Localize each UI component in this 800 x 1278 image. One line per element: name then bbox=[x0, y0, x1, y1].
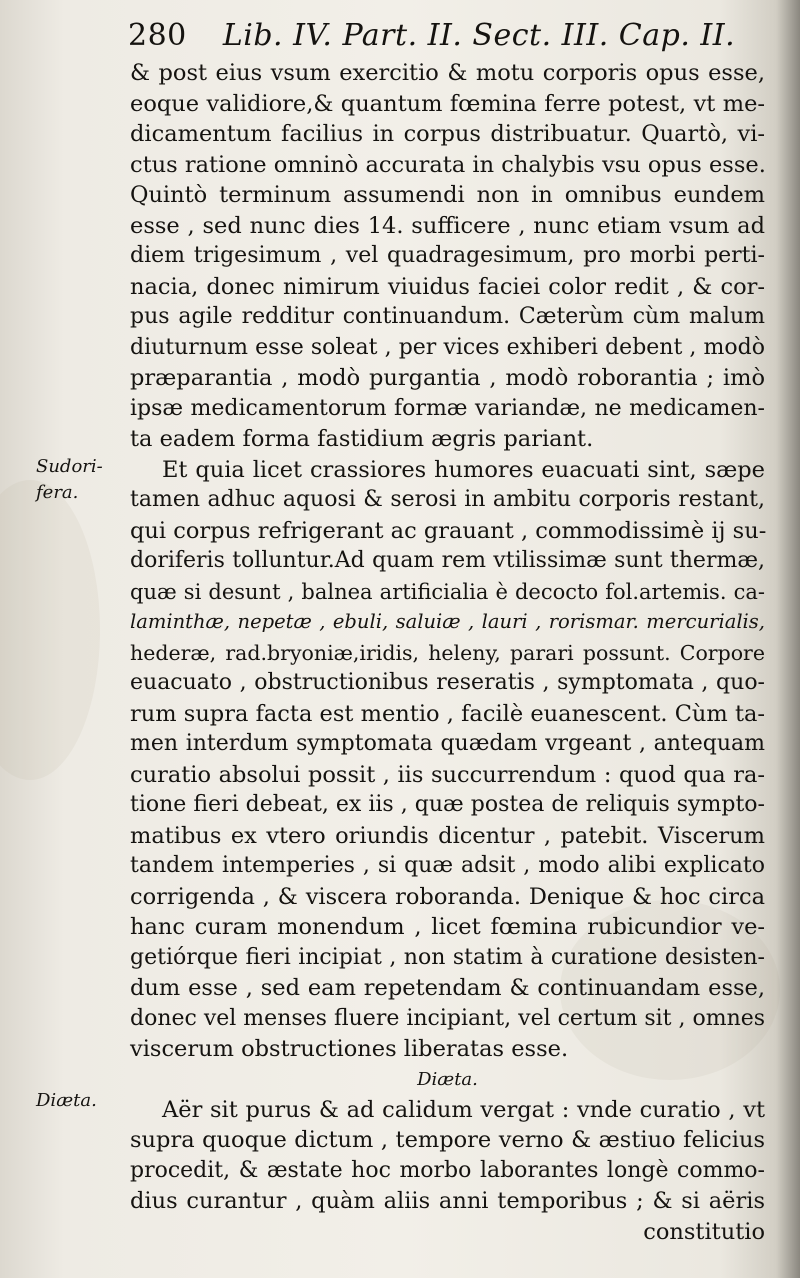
text-line: procedit, & æstate hoc morbo laborantes longè commo- bbox=[130, 1157, 765, 1183]
text-line: dum esse , sed eam repetendam & continuandam esse, bbox=[130, 975, 765, 1001]
text-line: ta eadem forma fastidium ægris pariant. bbox=[130, 426, 594, 452]
text-line: & post eius vsum exercitio & motu corporis opus esse, bbox=[130, 60, 765, 86]
text-line: men interdum symptomata quædam vrgeant , antequam bbox=[130, 731, 765, 756]
text-line: ctus ratione omninò accurata in chalybis vsu opus esse. bbox=[130, 151, 766, 178]
text-line: nacia, donec nimirum viuidus faciei color redit , & cor- bbox=[130, 273, 765, 300]
paragraph-2 bbox=[130, 455, 765, 1065]
text-line: tione fieri debeat, ex iis , quæ postea de reliquis sympto- bbox=[130, 792, 765, 817]
running-header bbox=[128, 18, 736, 62]
paragraph-3 bbox=[130, 1095, 765, 1217]
text-line: laminthæ, nepetæ , ebuli, saluiæ , lauri , rorismar. mercurialis, bbox=[130, 610, 765, 633]
paper-stain bbox=[0, 480, 100, 780]
margin-note-line: fera. bbox=[36, 482, 79, 503]
body-text bbox=[130, 58, 765, 1247]
text-line: getiórque fieri incipiat , non statim à curatione desisten- bbox=[130, 944, 765, 970]
text-line: tamen adhuc aquosi & serosi in ambitu corporis restant, bbox=[130, 487, 765, 512]
margin-note-line: Diæta. bbox=[36, 1090, 97, 1111]
catchword: constitutio bbox=[643, 1218, 765, 1245]
text-line: tandem intemperies , si quæ adsit , modo alibi explicato bbox=[130, 853, 765, 878]
text-line: dius curantur , quàm aliis anni temporibus ; & si aëris bbox=[130, 1188, 765, 1214]
text-line: qui corpus refrigerant ac grauant , commodissimè ij su- bbox=[130, 517, 767, 544]
text-line: diem trigesimum , vel quadragesimum, pro morbi perti- bbox=[130, 243, 765, 268]
text-line: supra quoque dictum , tempore verno & æstiuo felicius bbox=[130, 1127, 765, 1153]
text-line: Et quia licet crassiores humores euacuati sint, sæpe bbox=[162, 456, 765, 483]
paragraph-1 bbox=[130, 58, 765, 455]
text-line: matibus ex vtero oriundis dicentur , patebit. Viscerum bbox=[130, 822, 765, 849]
text-line: eoque validiore,& quantum fœmina ferre potest, vt me- bbox=[130, 90, 765, 117]
margin-note-diaeta bbox=[36, 1088, 97, 1114]
text-line: hanc curam monendum , licet fœmina rubicundior ve- bbox=[130, 914, 765, 940]
running-title: Lib. IV. Part. II. Sect. III. Cap. II. bbox=[222, 18, 736, 53]
text-line: dicamentum facilius in corpus distribuatur. Quartò, vi- bbox=[130, 121, 765, 147]
text-line: doriferis tolluntur.Ad quam rem vtilissimæ sunt thermæ, bbox=[130, 548, 765, 573]
text-line: donec vel menses fluere incipiant, vel certum sit , omnes bbox=[130, 1005, 766, 1031]
text-line: rum supra facta est mentio , facilè euanescent. Cùm ta- bbox=[130, 700, 765, 727]
margin-note-sudorifera bbox=[36, 454, 103, 506]
text-line: viscerum obstructiones liberatas esse. bbox=[130, 1036, 569, 1062]
text-line: hederæ, rad.bryoniæ,iridis, heleny, parari possunt. Corpore bbox=[130, 640, 765, 665]
text-line: quæ si desunt , balnea artificialia è decocto fol.artemis. ca- bbox=[130, 579, 765, 604]
text-line: Aër sit purus & ad calidum vergat : vnde curatio , vt bbox=[162, 1096, 765, 1123]
page-number: 280 bbox=[128, 18, 187, 53]
margin-note-line: Sudori- bbox=[36, 456, 103, 477]
text-line: corrigenda , & viscera roboranda. Denique & hoc circa bbox=[130, 883, 765, 910]
text-line: præparantia , modò purgantia , modò roborantia ; imò bbox=[130, 365, 765, 391]
text-line: diuturnum esse soleat , per vices exhiberi debent , modò bbox=[130, 334, 765, 360]
text-line: Quintò terminum assumendi non in omnibus eundem bbox=[130, 182, 765, 208]
section-heading-diaeta: Diæta. bbox=[417, 1068, 478, 1090]
text-line: curatio absolui possit , iis succurrendum : quod qua ra- bbox=[130, 761, 765, 788]
text-line: euacuato , obstructionibus reseratis , symptomata , quo- bbox=[130, 670, 765, 695]
text-line: pus agile redditur continuandum. Cæterùm cùm malum bbox=[130, 304, 765, 329]
text-line: ipsæ medicamentorum formæ variandæ, ne medicamen- bbox=[130, 395, 765, 421]
text-line: esse , sed nunc dies 14. sufficere , nunc etiam vsum ad bbox=[130, 212, 765, 239]
